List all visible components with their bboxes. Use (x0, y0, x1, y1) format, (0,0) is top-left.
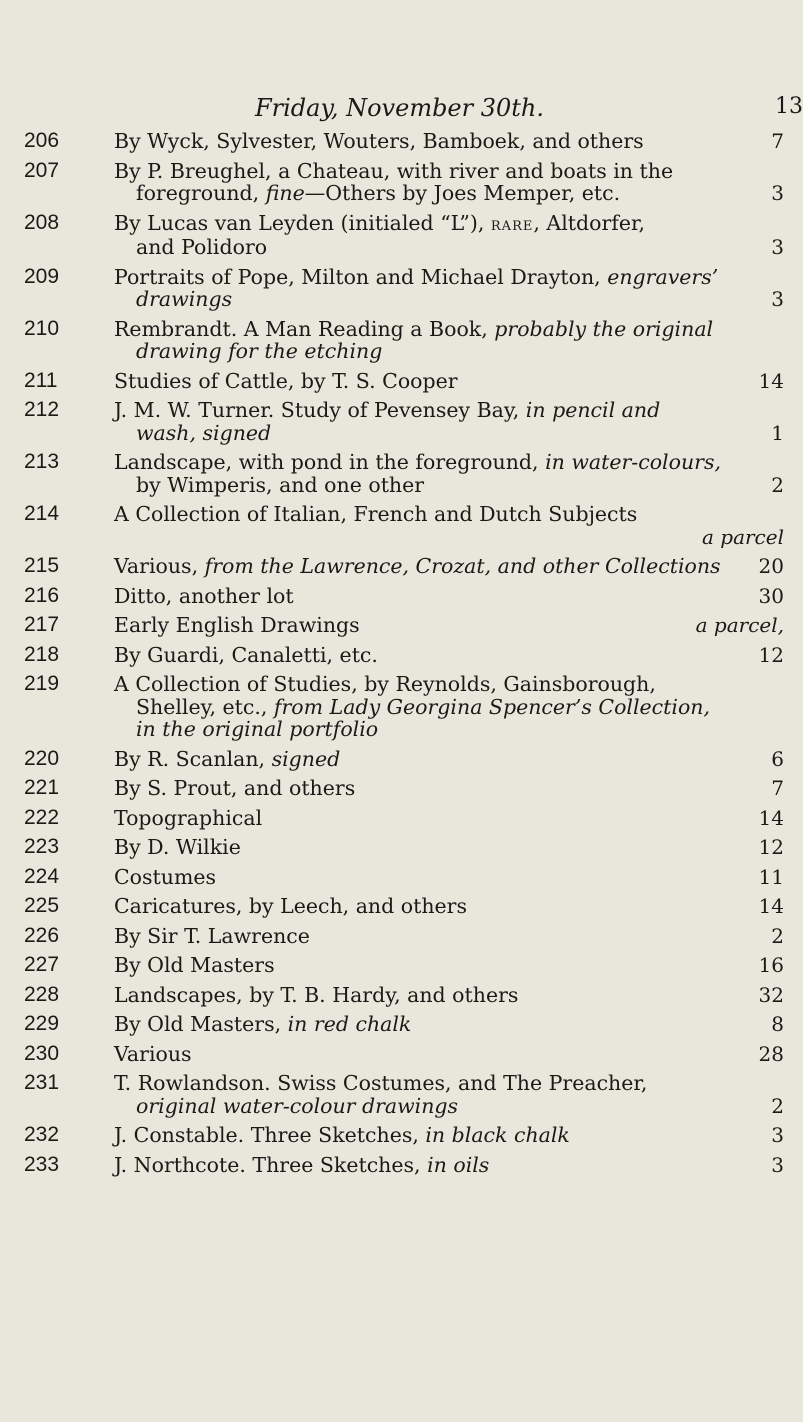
lot-description: By Guardi, Canaletti, etc. (114, 642, 378, 667)
lot-description: original water-colour drawings (136, 1093, 459, 1118)
lot-number: 219 (24, 672, 60, 695)
lot-quantity: 2 (771, 923, 784, 948)
lot-number: 228 (24, 982, 60, 1006)
lot-description-line (0, 718, 800, 741)
lot-quantity: a parcel (701, 524, 784, 549)
lot-description-line (0, 526, 800, 549)
lot-description: Topographical (114, 805, 263, 830)
lot-entry (0, 399, 800, 444)
lot-description-line (0, 422, 800, 445)
lot-entry (0, 370, 800, 393)
lot-number: 226 (24, 923, 60, 947)
lot-description: A Collection of Italian, French and Dutch Subjects (114, 502, 638, 526)
lot-number: 213 (24, 450, 60, 473)
lot-description: T. Rowlandson. Swiss Costumes, and The Preacher, (114, 1071, 648, 1095)
lot-number: 232 (24, 1123, 60, 1146)
lot-description-line (0, 212, 800, 237)
lot-description: J. Constable. Three Sketches, in black chalk (114, 1123, 570, 1147)
lot-entry (0, 1043, 800, 1066)
lot-description: By Old Masters, in red chalk (114, 1012, 412, 1036)
lot-quantity: 6 (771, 746, 784, 771)
lot-number: 222 (24, 805, 60, 829)
lot-description-line (0, 585, 800, 608)
lot-description: J. M. W. Turner. Study of Pevensey Bay, in pencil and (114, 398, 661, 422)
lot-number: 227 (24, 953, 60, 976)
page-date: Friday, November 30th. (255, 94, 545, 122)
lot-entry (0, 954, 800, 977)
lot-description-line (0, 160, 800, 183)
lot-quantity: 14 (758, 805, 784, 830)
lot-quantity: 3 (771, 181, 784, 205)
lot-entry (0, 1072, 800, 1117)
lot-description: Various (114, 1041, 192, 1066)
lot-description: J. Northcote. Three Sketches, in oils (114, 1152, 490, 1177)
lot-quantity: 2 (771, 1093, 784, 1118)
lot-description: By Old Masters (114, 953, 275, 977)
lot-description: in the original portfolio (136, 717, 379, 741)
lot-description-line (0, 1043, 800, 1066)
lot-description-line (0, 370, 800, 393)
lot-description: Shelley, etc., from Lady Georgina Spencer’s Collection, (136, 694, 711, 719)
lot-description-line (0, 836, 800, 859)
lot-description-line (0, 1124, 800, 1147)
lot-quantity: 3 (771, 1123, 784, 1147)
lot-quantity: 7 (771, 776, 784, 800)
lot-quantity: 30 (758, 583, 784, 608)
lot-description-line (0, 954, 800, 977)
lot-description: Portraits of Pope, Milton and Michael Drayton, engravers’ (114, 264, 719, 289)
lot-description-line (0, 474, 800, 497)
lot-quantity: 14 (758, 368, 784, 393)
lot-description: Early English Drawings (114, 613, 360, 637)
lot-quantity: 11 (758, 864, 784, 889)
lot-description-line (0, 984, 800, 1007)
lot-description-line (0, 318, 800, 341)
lot-description: Costumes (114, 864, 217, 889)
lot-number: 221 (24, 776, 60, 799)
lot-description: and Polidoro (136, 235, 268, 259)
page-header (0, 94, 803, 128)
lot-description-line (0, 777, 800, 800)
lot-description-line (0, 1072, 800, 1095)
lot-quantity: 7 (771, 129, 784, 153)
lot-quantity: 16 (758, 953, 784, 977)
lot-number: 231 (24, 1071, 60, 1094)
lot-description-line (0, 340, 800, 363)
lot-entry (0, 503, 800, 548)
lot-entry (0, 644, 800, 667)
lot-description-line (0, 130, 800, 153)
lot-description-line (0, 696, 800, 719)
lot-description: By Sir T. Lawrence (114, 923, 310, 948)
lot-quantity: 1 (771, 420, 784, 445)
lot-quantity: 20 (758, 554, 784, 578)
lot-number: 220 (24, 746, 60, 770)
lot-description-line (0, 555, 800, 578)
lot-description-line (0, 399, 800, 422)
lot-description-line (0, 288, 800, 311)
lot-number: 225 (24, 894, 60, 917)
lot-description: Caricatures, by Leech, and others (114, 894, 468, 918)
lot-description-line (0, 182, 800, 205)
lot-description: Rembrandt. A Man Reading a Book, probably the original (114, 316, 714, 341)
lot-entry (0, 1124, 800, 1147)
lot-description: by Wimperis, and one other (136, 472, 425, 497)
lot-entry (0, 266, 800, 311)
lot-number: 229 (24, 1012, 60, 1035)
lot-entry (0, 1154, 800, 1177)
lot-number: 230 (24, 1041, 60, 1065)
lot-entry (0, 984, 800, 1007)
lot-description: Various, from the Lawrence, Crozat, and other Collections (114, 554, 721, 578)
lot-description: wash, signed (136, 420, 272, 445)
lot-description: drawing for the etching (136, 339, 383, 363)
lot-number: 215 (24, 554, 60, 577)
lot-description-line (0, 503, 800, 526)
lot-quantity: 3 (771, 287, 784, 311)
lot-number: 209 (24, 264, 60, 288)
lot-description-line (0, 644, 800, 667)
page-number: 13 (775, 94, 803, 119)
lot-entry (0, 925, 800, 948)
lot-entry (0, 1013, 800, 1036)
lot-description-line (0, 1095, 800, 1118)
lot-number: 206 (24, 129, 60, 152)
lot-entry (0, 130, 800, 153)
lot-quantity: 3 (771, 1152, 784, 1177)
lot-quantity: 28 (758, 1041, 784, 1066)
lot-description: Ditto, another lot (114, 583, 294, 608)
lot-entry (0, 836, 800, 859)
lot-number: 212 (24, 398, 60, 421)
lot-entry (0, 212, 800, 259)
lot-description: By S. Prout, and others (114, 776, 356, 800)
lot-description: By Wyck, Sylvester, Wouters, Bamboek, and others (114, 129, 644, 153)
lot-description: drawings (136, 287, 233, 311)
lot-quantity: 12 (758, 835, 784, 859)
lot-entry (0, 777, 800, 800)
lot-quantity: 3 (771, 235, 784, 259)
lot-description: Landscape, with pond in the foreground, in water-colours, (114, 450, 721, 474)
lot-description-line (0, 614, 800, 637)
lot-number: 214 (24, 502, 60, 525)
lot-description: By P. Breughel, a Chateau, with river and boats in the (114, 158, 674, 183)
lot-description-line (0, 673, 800, 696)
lot-description-line (0, 866, 800, 889)
lot-description-line (0, 807, 800, 830)
lot-quantity: a parcel, (695, 613, 784, 637)
lot-entry (0, 555, 800, 578)
lot-number: 216 (24, 583, 60, 607)
lot-description-line (0, 266, 800, 289)
lot-number: 208 (24, 210, 60, 234)
lot-number: 207 (24, 158, 60, 182)
lot-description: By Lucas van Leyden (initialed “L”), rare, Altdorfer, (114, 210, 646, 235)
lot-description: foreground, fine—Others by Joes Memper, etc. (136, 181, 621, 205)
lot-description: Studies of Cattle, by T. S. Cooper (114, 368, 458, 393)
lot-number: 217 (24, 613, 60, 636)
lot-quantity: 14 (758, 894, 784, 918)
lot-entry (0, 585, 800, 608)
lot-quantity: 8 (771, 1012, 784, 1036)
lot-description-line (0, 895, 800, 918)
lot-entry (0, 673, 800, 741)
lot-number: 218 (24, 642, 60, 666)
lot-entry (0, 160, 800, 205)
lot-description: By D. Wilkie (114, 835, 241, 859)
lot-entry (0, 451, 800, 496)
lot-description: Landscapes, by T. B. Hardy, and others (114, 982, 519, 1007)
lot-list (0, 130, 800, 1183)
lot-entry (0, 866, 800, 889)
lot-entry (0, 614, 800, 637)
lot-description-line (0, 1013, 800, 1036)
lot-description-line (0, 236, 800, 259)
lot-number: 211 (24, 368, 58, 392)
lot-quantity: 2 (771, 472, 784, 497)
lot-quantity: 12 (758, 642, 784, 667)
lot-number: 210 (24, 316, 60, 340)
lot-description: By R. Scanlan, signed (114, 746, 341, 771)
lot-entry (0, 895, 800, 918)
lot-description-line (0, 925, 800, 948)
lot-number: 223 (24, 835, 60, 858)
lot-entry (0, 318, 800, 363)
lot-description: A Collection of Studies, by Reynolds, Gainsborough, (114, 672, 656, 696)
lot-quantity: 32 (758, 982, 784, 1007)
lot-number: 233 (24, 1152, 60, 1176)
lot-description-line (0, 748, 800, 771)
lot-description-line (0, 1154, 800, 1177)
lot-entry (0, 807, 800, 830)
lot-entry (0, 748, 800, 771)
lot-number: 224 (24, 864, 60, 888)
lot-description-line (0, 451, 800, 474)
